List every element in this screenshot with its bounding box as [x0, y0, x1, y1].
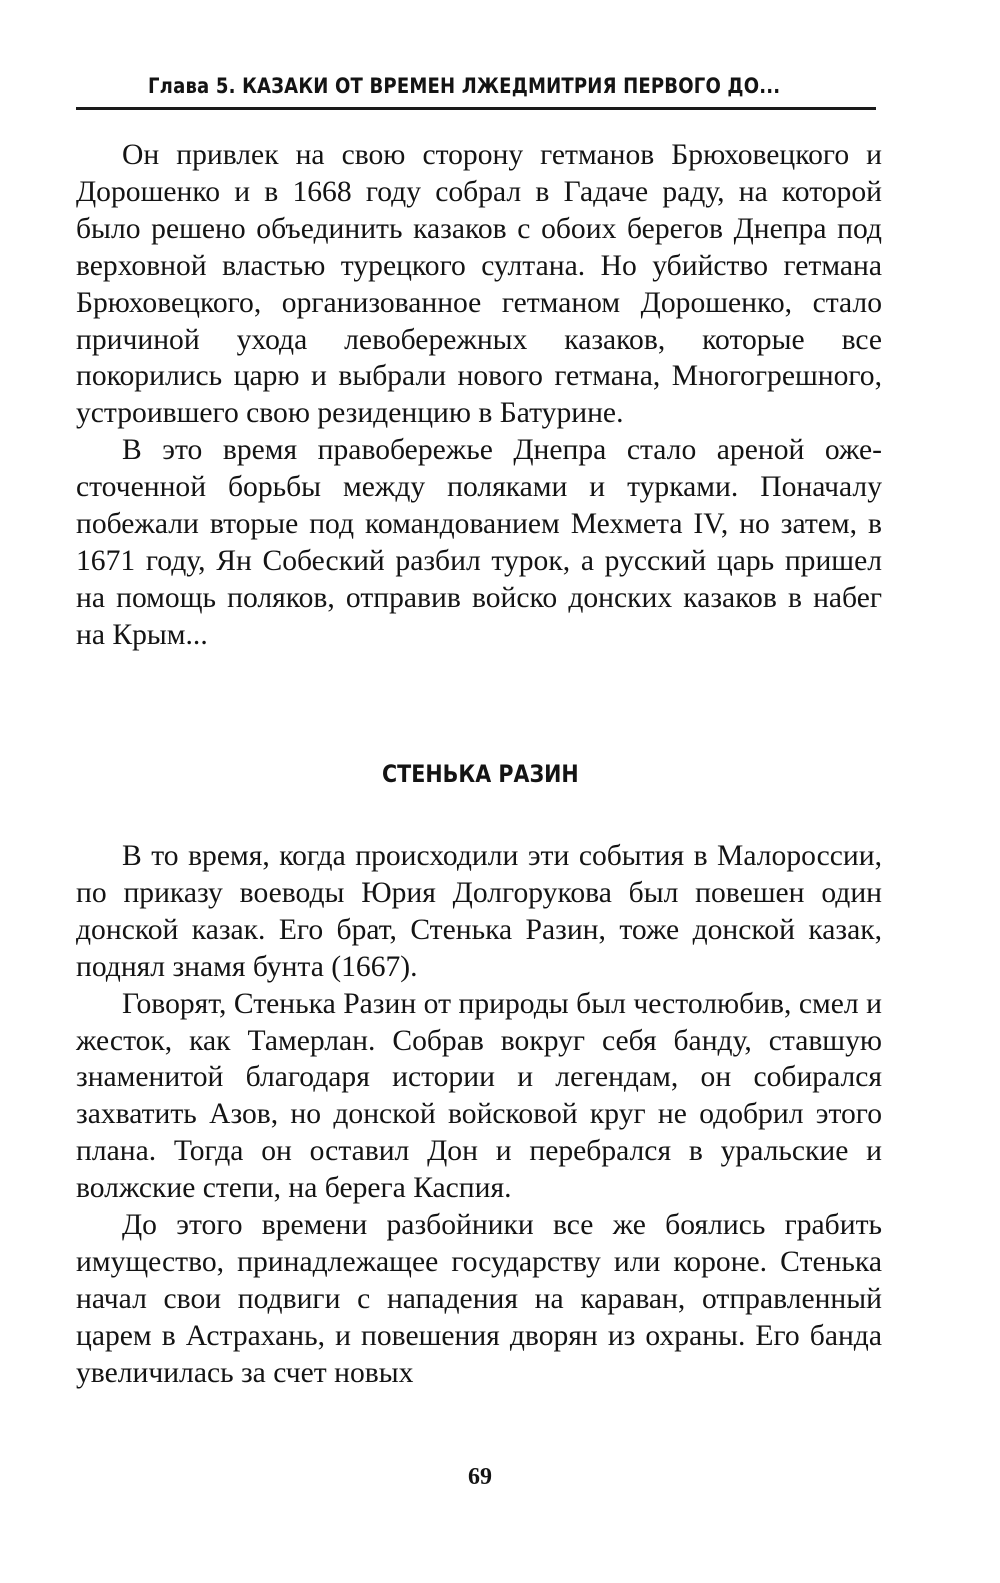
page-number-text: 69	[468, 1464, 492, 1490]
section-one-body	[76, 137, 882, 654]
paragraph: Говорят, Стенька Разин от природы был честолюбив, смел и жесток, как Тамерлан. Собрав вокруг себя банду, ставшую знаменитой благодаря истории и легендам, он собирался захватить Азов, но донской войсковой круг не одобрил этого плана. Тогда он оставил Дон и перебрался в уральские и волжские степи, на берега Каспия.	[76, 987, 882, 1205]
section-two-body	[76, 838, 882, 1392]
paragraph: В это время правобережье Днепра стало ареной ожесточенной борьбы между поляками и турками. Поначалу побежали вторые под командованием Мехмета IV, но затем, в 1671 году, Ян Собеский разбил турок, а русский царь пришел на помощь поляков, отправив войско донских казаков в набег на Крым...	[76, 434, 882, 651]
page-number	[0, 1464, 1000, 1491]
paragraph: До этого времени разбойники все же боялись грабить имущество, принадлежащее государству или короне. Стенька начал свои подвиги с нападения на караван, отправленный царем в Астрахань, и повешения дворян из охраны. Его банда увеличилась за счет новых	[76, 1209, 882, 1389]
section-heading	[0, 760, 1000, 788]
paragraph: В то время, когда происходили эти события в Малороссии, по приказу воеводы Юрия Долгорукова был повешен один донской казак. Его брат, Стенька Разин, тоже донской казак, поднял знамя бунта (1667).	[76, 840, 882, 983]
section-heading-text: СТЕНЬКА РАЗИН	[381, 760, 579, 788]
running-head	[76, 66, 876, 110]
running-head-text: Глава 5. КАЗАКИ ОТ ВРЕМЕН ЛЖЕДМИТРИЯ ПЕРВОГО ДО...	[148, 74, 781, 98]
paragraph: Он привлек на свою сторону гетманов Брюховецкого и Дорошенко и в 1668 году собрал в Гадаче раду, на которой было решено объединить казаков с обоих берегов Днепра под верховной властью турецкого султана. Но убийство гетмана Брюховецкого, организованное гетманом Дорошенко, стало причиной ухода левобережных казаков, которые все покорились царю и выбрали нового гетмана, Многогрешного, устроившего свою резиденцию в Батурине.	[76, 139, 882, 430]
